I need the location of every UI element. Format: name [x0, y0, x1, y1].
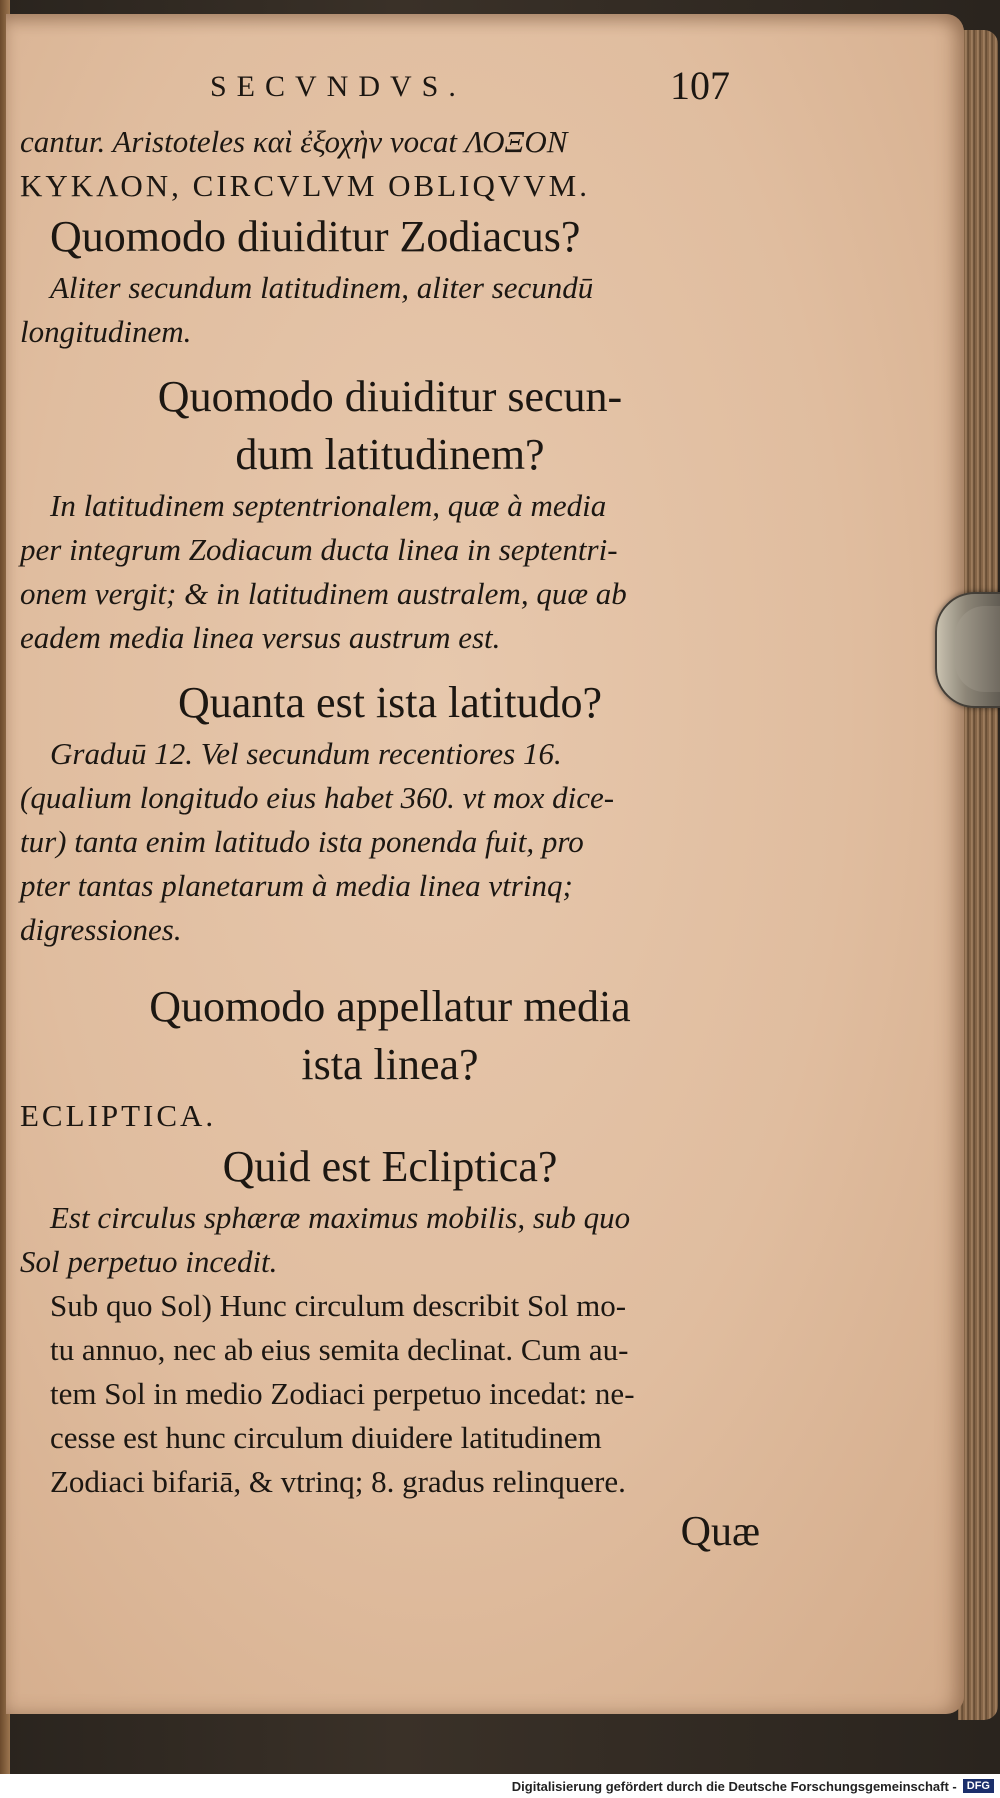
answer-line: per integrum Zodiacum ducta linea in septentri-: [20, 532, 618, 567]
answer-line: digressiones.: [20, 912, 182, 947]
commentary-line: Zodiaci bifariā, & vtrinq; 8. gradus relinquere.: [50, 1464, 626, 1499]
book-clasp-inner: [955, 606, 1000, 692]
question-heading: Quomodo appellatur media: [149, 982, 631, 1031]
commentary-line: Sub quo Sol) Hunc circulum describit Sol mo-: [50, 1288, 627, 1323]
answer-line: Graduū 12. Vel secundum recentiores 16.: [50, 736, 562, 771]
answer-line: eadem media linea versus austrum est.: [20, 620, 501, 655]
question-heading: Quanta est ista latitudo?: [178, 678, 602, 727]
text-line: cantur. Aristoteles καὶ ἐξοχὴν vocat ΛΟΞΟΝ: [20, 124, 568, 159]
question-heading: Quomodo diuiditur Zodiacus?: [50, 212, 581, 261]
text-line: ΚΥΚΛΟΝ, CIRCVLVM OBLIQVVM.: [20, 168, 590, 203]
question-heading: dum latitudinem?: [235, 430, 545, 479]
answer-line: pter tantas planetarum à media linea vtrinq;: [20, 868, 573, 903]
answer-line: ECLIPTICA.: [20, 1098, 217, 1133]
answer-line: Sol perpetuo incedit.: [20, 1244, 278, 1279]
answer-line: onem vergit; & in latitudinem australem, quæ ab: [20, 576, 627, 611]
book-clasp: [935, 592, 1000, 708]
question-heading: ista linea?: [301, 1040, 479, 1089]
running-head: [20, 63, 760, 120]
answer-line: Est circulus sphæræ maximus mobilis, sub quo: [50, 1200, 631, 1235]
commentary-line: tem Sol in medio Zodiaci perpetuo incedat: ne-: [50, 1376, 635, 1411]
answer-line: In latitudinem septentrionalem, quæ à media: [50, 488, 607, 523]
commentary-line: cesse est hunc circulum diuidere latitudinem: [50, 1420, 602, 1455]
running-title: SECVNDVS.: [210, 70, 466, 103]
question-heading: Quomodo diuiditur secun-: [157, 372, 623, 421]
page-number: 107: [670, 63, 730, 108]
answer-line: (qualium longitudo eius habet 360. vt mox dice-: [20, 780, 615, 815]
page-text: [20, 63, 760, 1560]
catchword: Quæ: [680, 1509, 760, 1555]
page-fore-edge: [958, 30, 998, 1720]
question-heading: Quid est Ecliptica?: [222, 1142, 558, 1191]
commentary-line: tu annuo, nec ab eius semita declinat. Cum au-: [50, 1332, 629, 1367]
answer-line: longitudinem.: [20, 314, 192, 349]
dfg-logo: DFG: [963, 1779, 994, 1793]
answer-line: tur) tanta enim latitudo ista ponenda fuit, pro: [20, 824, 584, 859]
digitization-credit-bar: [0, 1774, 1000, 1798]
answer-line: Aliter secundum latitudinem, aliter secundū: [50, 270, 594, 305]
digitization-credit: Digitalisierung gefördert durch die Deutsche Forschungsgemeinschaft -: [511, 1778, 957, 1794]
